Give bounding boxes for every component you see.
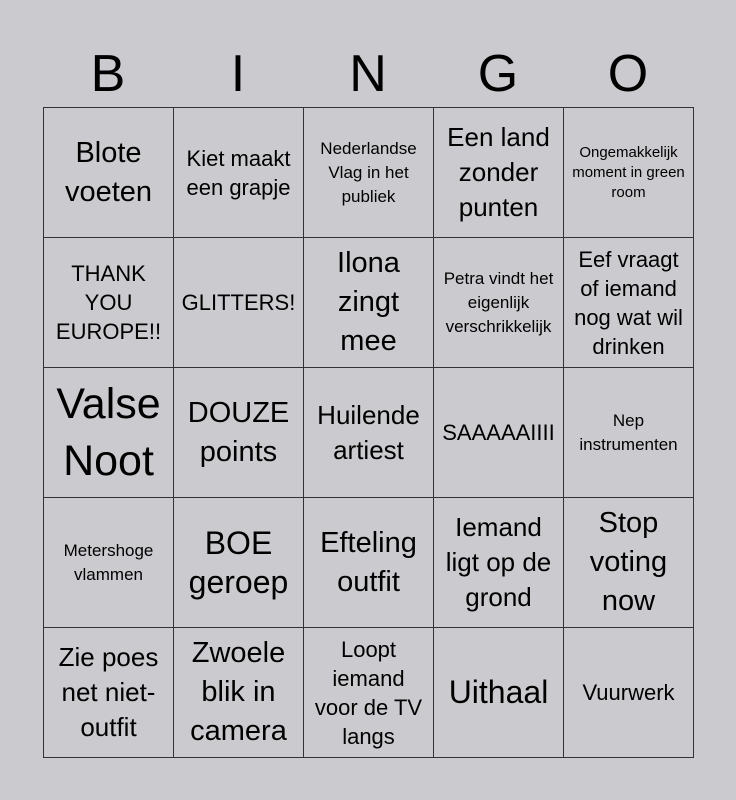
bingo-cell[interactable]: Eef vraagt of iemand nog wat wil drinken <box>564 238 694 368</box>
bingo-cell[interactable]: Zwoele blik in camera <box>174 628 304 758</box>
header-letter-n: N <box>349 45 387 103</box>
bingo-cell[interactable]: Petra vindt het eigenlijk verschrikkelijk <box>434 238 564 368</box>
bingo-cell[interactable]: Stop voting now <box>564 498 694 628</box>
header-letter-b: B <box>90 45 126 103</box>
bingo-header <box>43 40 693 108</box>
bingo-cell[interactable]: BOE geroep <box>174 498 304 628</box>
bingo-cell[interactable]: DOUZE points <box>174 368 304 498</box>
header-letter-g: G <box>477 45 519 103</box>
bingo-cell[interactable]: Kiet maakt een grapje <box>174 108 304 238</box>
bingo-cell[interactable]: Nederlandse Vlag in het publiek <box>304 108 434 238</box>
bingo-cell[interactable]: Efteling outfit <box>304 498 434 628</box>
bingo-cell[interactable]: Huilende artiest <box>304 368 434 498</box>
bingo-cell[interactable]: Iemand ligt op de grond <box>434 498 564 628</box>
bingo-cell[interactable]: Blote voeten <box>44 108 174 238</box>
bingo-board <box>43 107 694 758</box>
bingo-cell[interactable]: Een land zonder punten <box>434 108 564 238</box>
bingo-cell[interactable]: Vuurwerk <box>564 628 694 758</box>
bingo-cell[interactable]: Uithaal <box>434 628 564 758</box>
bingo-cell[interactable]: Zie poes net niet-outfit <box>44 628 174 758</box>
bingo-cell[interactable]: SAAAAAIIII <box>434 368 564 498</box>
bingo-cell[interactable]: Metershoge vlammen <box>44 498 174 628</box>
bingo-cell[interactable]: GLITTERS! <box>174 238 304 368</box>
bingo-cell[interactable]: Ongemakkelijk moment in green room <box>564 108 694 238</box>
header-letter-o: O <box>607 45 649 103</box>
bingo-cell[interactable]: THANK YOU EUROPE!! <box>44 238 174 368</box>
bingo-cell[interactable]: Nep instrumenten <box>564 368 694 498</box>
bingo-cell[interactable]: Valse Noot <box>44 368 174 498</box>
bingo-cell[interactable]: Loopt iemand voor de TV langs <box>304 628 434 758</box>
header-letter-i: I <box>230 45 246 103</box>
bingo-cell[interactable]: Ilona zingt mee <box>304 238 434 368</box>
